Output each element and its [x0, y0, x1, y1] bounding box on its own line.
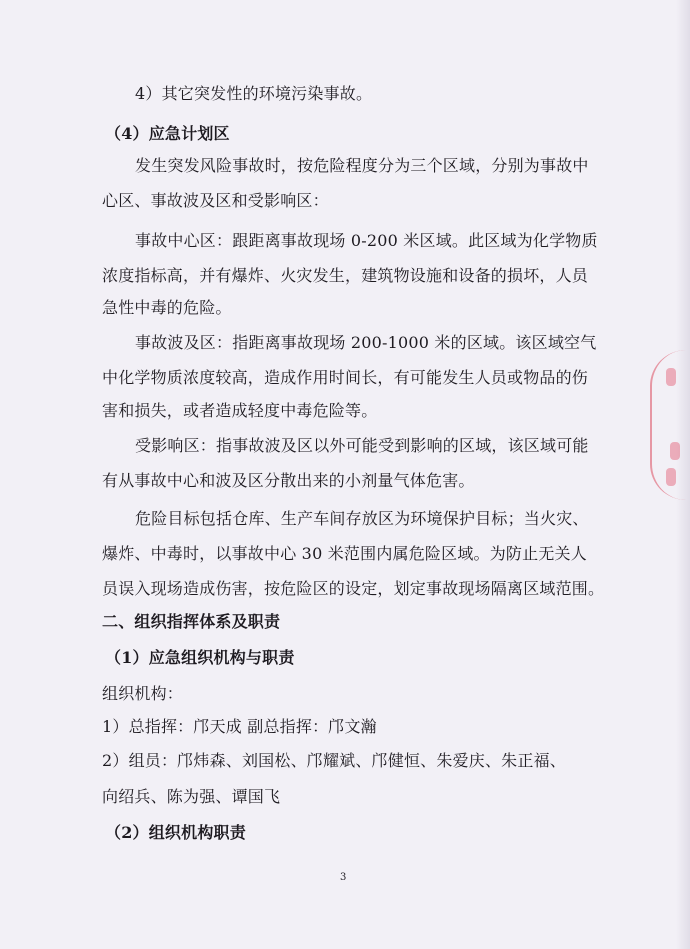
team-members-line: 2）组员：邝炜森、刘国松、邝耀斌、邝健恒、朱爱庆、朱正福、 [102, 751, 566, 770]
paragraph-line: 有从事故中心和波及区分散出来的小剂量气体危害。 [102, 471, 475, 490]
paragraph-line: 事故波及区：指距离事故现场 200-1000 米的区域。该区域空气 [135, 333, 597, 352]
paragraph-line: 心区、事故波及区和受影响区： [102, 191, 329, 210]
seal-mark [666, 468, 676, 486]
paragraph-line: 发生突发风险事故时，按危险程度分为三个区域，分别为事故中 [135, 156, 589, 175]
commander-line: 1）总指挥：邝天成 副总指挥：邝文瀚 [102, 717, 377, 736]
seal-mark [670, 442, 680, 460]
paragraph-line: 爆炸、中毒时，以事故中心 30 米范围内属危险区域。为防止无关人 [102, 544, 587, 563]
page-number: 3 [340, 872, 347, 883]
section-heading-emergency-zone: （4）应急计划区 [105, 124, 230, 143]
section-heading-command-system: 二、组织指挥体系及职责 [102, 612, 281, 631]
paragraph-line: 受影响区：指事故波及区以外可能受到影响的区域，该区域可能 [135, 436, 589, 455]
paragraph-line: 事故中心区：跟距离事故现场 0-200 米区域。此区域为化学物质 [135, 231, 598, 250]
red-seal-edge [650, 350, 686, 500]
paragraph-line: 中化学物质浓度较高，造成作用时间长，有可能发生人员或物品的伤 [102, 368, 589, 387]
team-members-line: 向绍兵、陈为强、谭国飞 [102, 787, 281, 806]
paragraph-line: 急性中毒的危险。 [102, 298, 232, 317]
organization-label: 组织机构： [102, 684, 184, 703]
section-heading-responsibilities: （2）组织机构职责 [105, 823, 246, 842]
paragraph-line: 浓度指标高，并有爆炸、火灾发生，建筑物设施和设备的损坏，人员 [102, 266, 589, 285]
paragraph-line: 危险目标包括仓库、生产车间存放区为环境保护目标；当火灾、 [135, 509, 589, 528]
section-heading-emergency-organization: （1）应急组织机构与职责 [105, 648, 295, 667]
seal-mark [666, 368, 676, 386]
paragraph-line: 员误入现场造成伤害，按危险区的设定，划定事故现场隔离区域范围。 [102, 579, 605, 598]
list-item-other-accidents: 4）其它突发性的环境污染事故。 [135, 84, 373, 103]
paragraph-line: 害和损失，或者造成轻度中毒危险等。 [102, 401, 378, 420]
